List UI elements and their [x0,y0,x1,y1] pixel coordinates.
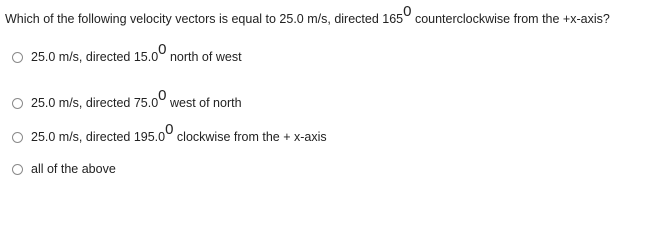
answer-option-label [31,40,242,67]
answer-option-label [31,159,116,179]
answer-option-3[interactable] [12,120,327,147]
degree-superscript: 0 [165,120,174,138]
degree-superscript: 0 [403,2,412,20]
question-text-after: counterclockwise from the +x-axis? [411,12,610,26]
answer-option-label [31,120,327,147]
degree-superscript: 0 [158,40,167,58]
option-text-before: 25.0 m/s, directed 15.0 [31,50,159,64]
option-text-before: 25.0 m/s, directed 195.0 [31,130,166,144]
question-text-before: Which of the following velocity vectors is equal to 25.0 m/s, directed 165 [5,12,404,26]
option-text-before: all of the above [31,162,116,176]
answer-option-label [31,86,242,113]
question-text [5,4,610,34]
answer-option-2[interactable] [12,86,242,113]
radio-button[interactable] [12,132,23,143]
degree-superscript: 0 [158,86,167,104]
option-text-after: north of west [166,50,242,64]
option-text-after: west of north [166,96,242,110]
answer-option-4[interactable] [12,159,116,179]
option-text-after: clockwise from the + x-axis [173,130,327,144]
radio-button[interactable] [12,52,23,63]
answer-option-1[interactable] [12,40,242,67]
option-text-before: 25.0 m/s, directed 75.0 [31,96,159,110]
radio-button[interactable] [12,98,23,109]
radio-button[interactable] [12,164,23,175]
